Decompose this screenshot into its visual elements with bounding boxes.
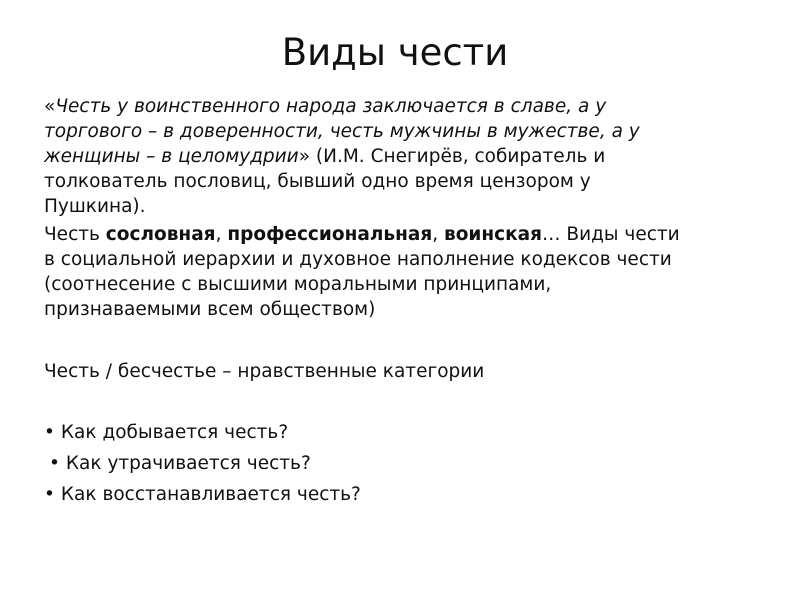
slide-title: Виды чести [281,31,509,74]
kinds-separator: , [432,224,444,245]
question-text: Как восстанавливается честь? [60,484,361,505]
kind-estate: сословная [105,224,216,245]
quote-open-mark: « [44,96,56,117]
quote-text: Честь у воинственного народа заключается в славе, а у торгового – в доверенности, честь мужчины в мужестве, а у женщины – в целомудрии [44,96,640,167]
bullet-icon: • [44,484,55,505]
kind-military: воинская [444,224,543,245]
kinds-lead: Честь [44,224,106,245]
quote-close-mark: » [298,146,311,167]
categories-line: Честь / бесчестье – нравственные категории [44,361,485,382]
question-item [44,481,684,508]
honor-kinds-paragraph [44,222,684,322]
bullet-icon: • [44,422,55,443]
slide-body [44,94,684,512]
quote-attribution: (И.М. Снегирёв, собиратель и толкователь пословиц, бывший одно время цензором у Пушкина). [44,146,606,217]
question-text: Как утрачивается честь? [65,453,311,474]
kinds-rest: … Виды чести в социальной иерархии и духовное наполнение кодексов чести (соотнесение с высшими моральными принципами, признаваемыми всем обществом) [44,224,680,320]
question-text: Как добывается честь? [60,422,289,443]
kind-professional: профессиональная [227,224,433,245]
bullet-icon: • [49,453,60,474]
quote-paragraph [44,94,684,219]
questions-list [44,419,684,508]
kinds-separator: , [215,224,228,245]
question-item [44,450,684,477]
question-item [44,419,684,446]
